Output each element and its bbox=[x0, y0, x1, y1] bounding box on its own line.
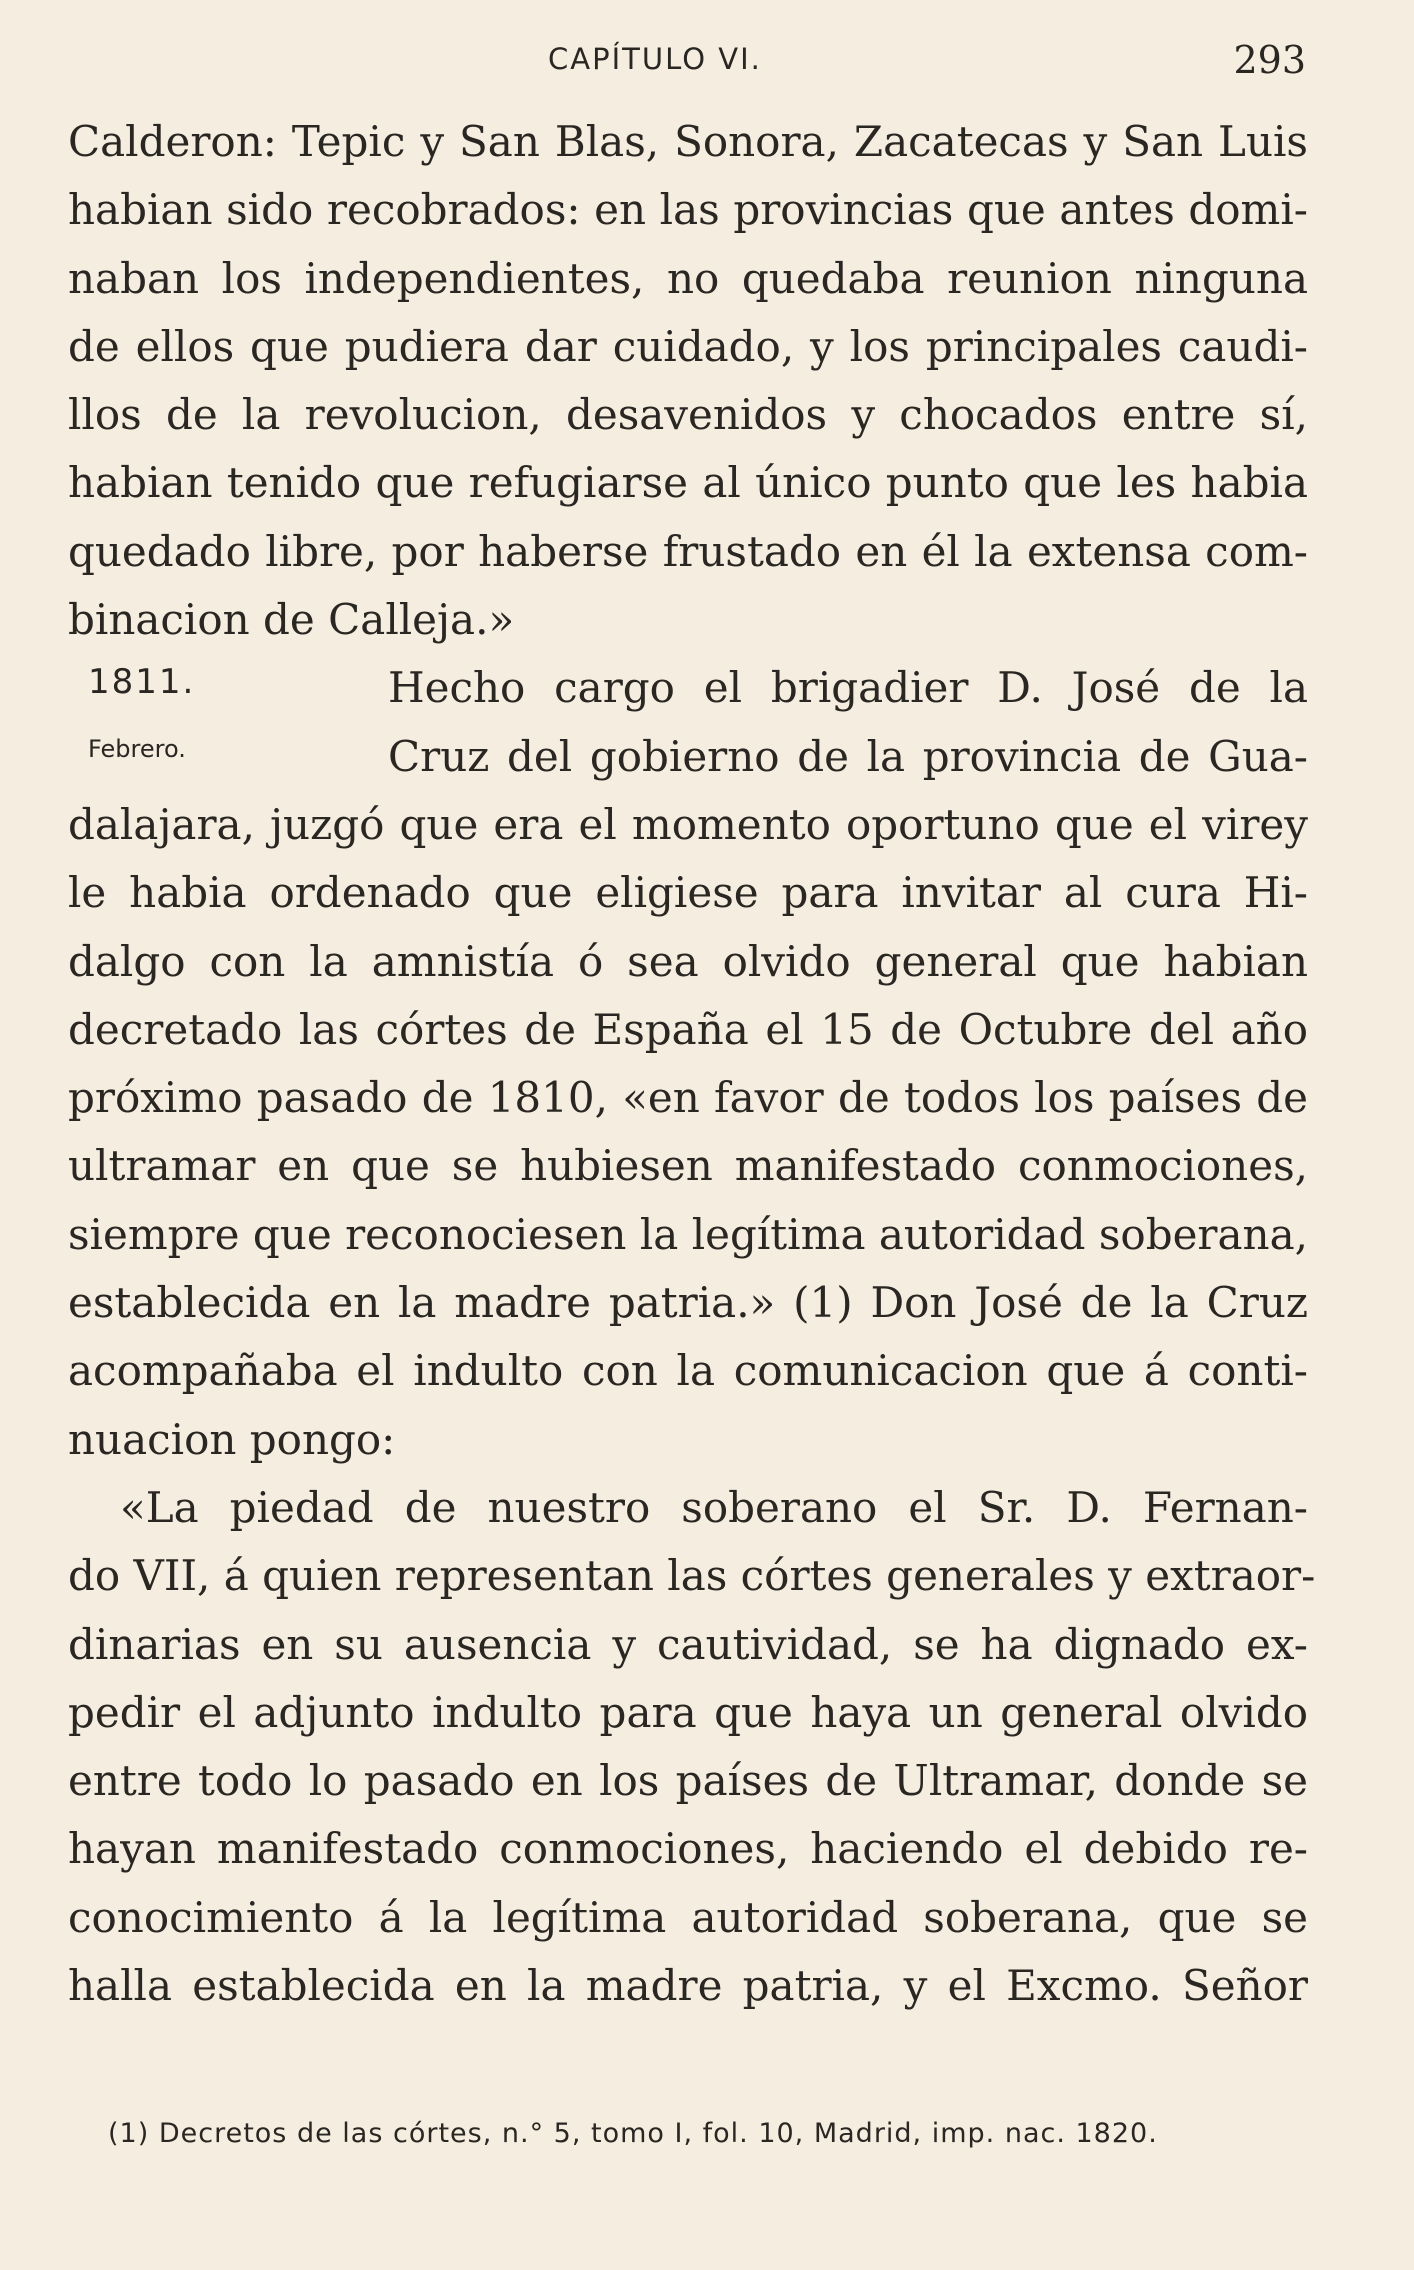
text-line: nuacion pongo: bbox=[68, 1414, 396, 1464]
margin-row-month bbox=[68, 723, 1308, 791]
text-line: naban los independientes, no quedaba reunion ninguna bbox=[68, 253, 1308, 303]
page-header bbox=[0, 38, 1414, 88]
text-line: acompañaba el indulto con la comunicacion que á conti- bbox=[68, 1346, 1308, 1396]
text-line: Hecho cargo el brigadier D. José de la bbox=[388, 663, 1308, 713]
text-line: conocimiento á la legítima autoridad soberana, que se bbox=[68, 1892, 1308, 1942]
text-line: próximo pasado de 1810, «en favor de todos los países de bbox=[68, 1073, 1308, 1123]
text-line: le habia ordenado que eligiese para invitar al cura Hi- bbox=[68, 868, 1308, 918]
page-number: 293 bbox=[1233, 38, 1306, 82]
text-line: hayan manifestado conmociones, haciendo el debido re- bbox=[68, 1824, 1308, 1874]
text-line: dalgo con la amnistía ó sea olvido general que habian bbox=[68, 936, 1308, 986]
text-line: establecida en la madre patria.» (1) Don José de la Cruz bbox=[68, 1278, 1308, 1328]
margin-month: Febrero. bbox=[88, 734, 186, 763]
text-line: dinarias en su ausencia y cautividad, se ha dignado ex- bbox=[68, 1619, 1308, 1669]
text-line: habian tenido que refugiarse al único punto que les habia bbox=[68, 458, 1308, 508]
margin-row-year bbox=[68, 654, 1308, 722]
text-line: pedir el adjunto indulto para que haya un general olvido bbox=[68, 1687, 1308, 1737]
body-text bbox=[68, 108, 1316, 2020]
footnote: (1) Decretos de las córtes, n.° 5, tomo I, fol. 10, Madrid, imp. nac. 1820. bbox=[108, 2118, 1158, 2149]
text-line: Calderon: Tepic y San Blas, Sonora, Zacatecas y San Luis bbox=[68, 117, 1308, 166]
text-line: Cruz del gobierno de la provincia de Gua- bbox=[388, 731, 1308, 781]
chapter-title: CAPÍTULO VI. bbox=[548, 42, 762, 76]
text-line: dalajara, juzgó que era el momento oportuno que el virey bbox=[68, 799, 1308, 849]
text-line: «La piedad de nuestro soberano el Sr. D. Fernan- bbox=[120, 1482, 1308, 1532]
text-line: decretado las córtes de España el 15 de Octubre del año bbox=[68, 1004, 1308, 1054]
text-line: do VII, á quien representan las córtes generales y extraor- bbox=[68, 1551, 1316, 1601]
text-line: de ellos que pudiera dar cuidado, y los principales caudi- bbox=[68, 321, 1308, 371]
text-line: entre todo lo pasado en los países de Ultramar, donde se bbox=[68, 1756, 1308, 1806]
text-line: siempre que reconociesen la legítima autoridad soberana, bbox=[68, 1209, 1308, 1259]
text-line: quedado libre, por haberse frustado en él la extensa com- bbox=[68, 526, 1308, 576]
text-line: binacion de Calleja.» bbox=[68, 595, 515, 645]
text-line: halla establecida en la madre patria, y el Excmo. Señor bbox=[68, 1961, 1308, 2011]
text-line: habian sido recobrados: en las provincias que antes domi- bbox=[68, 185, 1308, 235]
margin-year: 1811. bbox=[88, 662, 196, 703]
text-line: ultramar en que se hubiesen manifestado conmociones, bbox=[68, 1141, 1308, 1191]
text-line: llos de la revolucion, desavenidos y chocados entre sí, bbox=[68, 390, 1308, 440]
